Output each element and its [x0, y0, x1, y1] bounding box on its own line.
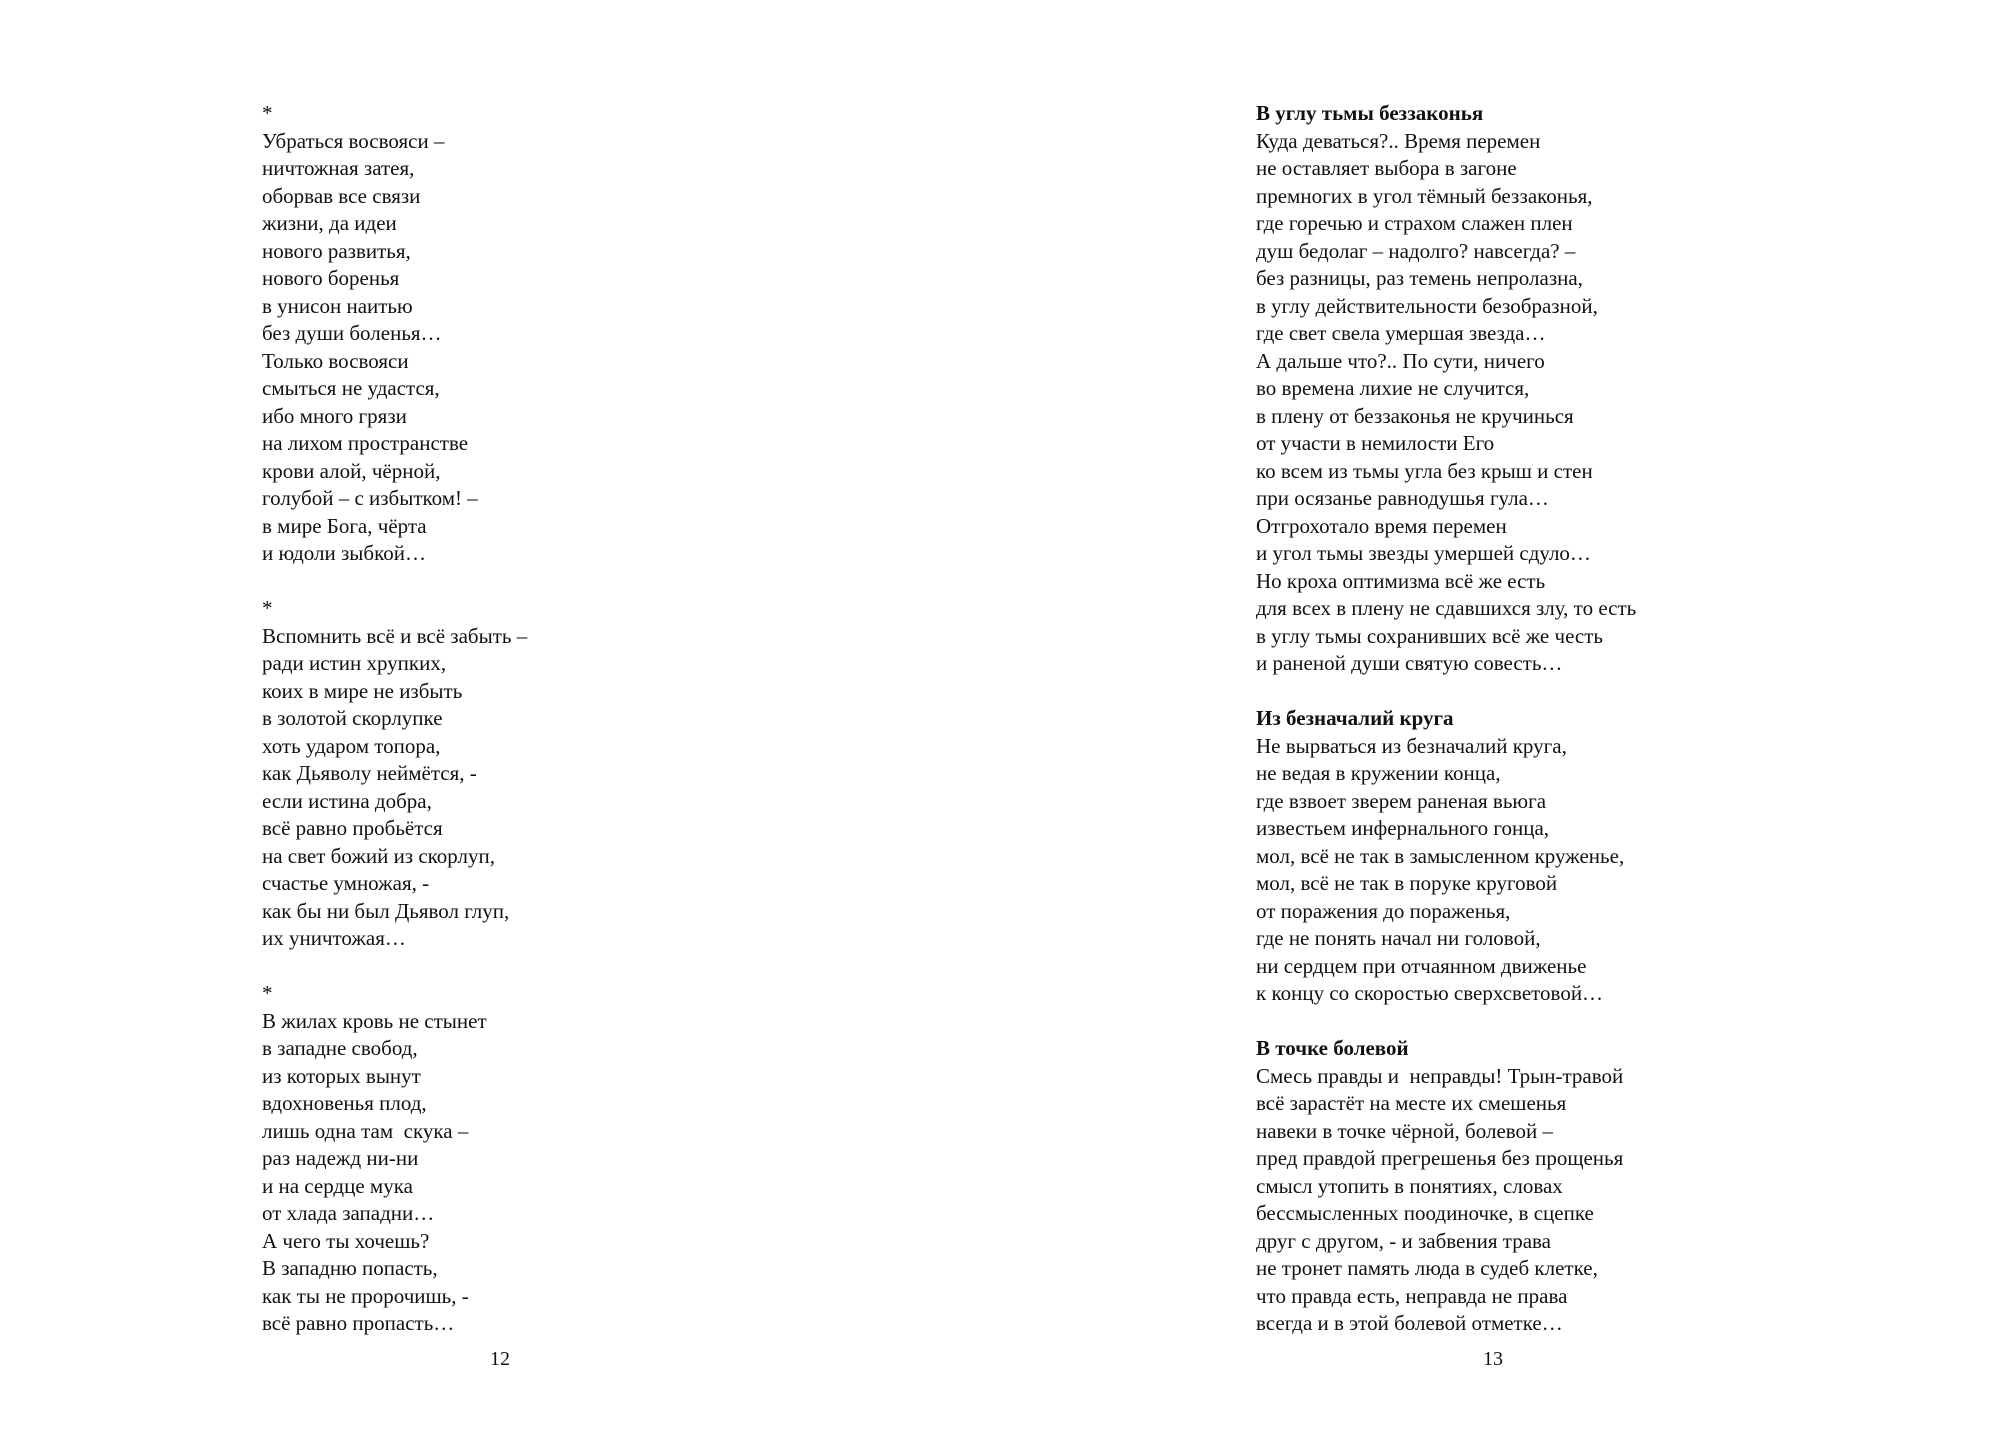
poem-line: от участи в немилости Его — [1256, 431, 1495, 455]
poem-line: бессмысленных поодиночке, в сцепке — [1256, 1201, 1594, 1225]
poem-line: и угол тьмы звезды умершей сдуло… — [1256, 541, 1591, 565]
poem-line: нового боренья — [262, 266, 400, 290]
poem-line: ради истин хрупких, — [262, 651, 447, 675]
poem-line: А чего ты хочешь? — [262, 1228, 430, 1253]
poem-line: ко всем из тьмы угла без крыш и стен — [1256, 458, 1593, 483]
poem-line: как бы ни был Дьявол глуп, — [262, 898, 510, 923]
poem-line: от поражения до пораженья, — [1256, 898, 1511, 923]
right-page — [994, 0, 1989, 1430]
poem-line: и раненой души святую совесть… — [1256, 651, 1563, 675]
poem-line: оборвав все связи — [262, 183, 421, 208]
poem-line: В жилах кровь не стынет — [262, 1008, 487, 1033]
poem-line: для всех в плену не сдавшихся злу, то есть — [1256, 596, 1637, 620]
poem-line: как Дьяволу неймётся, - — [262, 761, 477, 785]
poem-line: друг с другом, - и забвения трава — [1256, 1228, 1551, 1253]
poem-line: Только восвояси — [262, 348, 409, 373]
poem-line: навеки в точке чёрной, болевой – — [1256, 1118, 1554, 1143]
poem — [1256, 1035, 1856, 1338]
poem-line: премногих в угол тёмный беззаконья, — [1256, 183, 1593, 208]
poem-line: не ведая в кружении конца, — [1256, 761, 1501, 785]
poem-line: жизни, да идеи — [262, 211, 397, 235]
poem-line: лишь одна там скука – — [262, 1118, 469, 1143]
poem-title: В точке болевой — [1256, 1036, 1409, 1060]
poem-line: не тронет память люда в судеб клетке, — [1256, 1256, 1598, 1280]
poem-line: Убраться восвояси – — [262, 128, 445, 153]
poem-line: ничтожная затея, — [262, 156, 415, 180]
poem-line: без души боленья… — [262, 321, 442, 345]
poem-line: всё зарастёт на месте их смешенья — [1256, 1091, 1567, 1115]
poem-line: в плену от беззаконья не кручинься — [1256, 403, 1574, 428]
poem-line: ибо много грязи — [262, 403, 407, 428]
poem-line: во времена лихие не случится, — [1256, 376, 1530, 400]
poem-line: пред правдой прегрешенья без прощенья — [1256, 1146, 1624, 1170]
poem-line: Но кроха оптимизма всё же есть — [1256, 568, 1546, 593]
poem-line: ни сердцем при отчаянном движенье — [1256, 953, 1587, 978]
poem-line: Не вырваться из безначалий круга, — [1256, 733, 1567, 758]
poem-line: вдохновенья плод, — [262, 1091, 427, 1115]
poem-line: голубой – с избытком! – — [262, 486, 478, 510]
poem — [1256, 705, 1856, 1008]
right-page-text — [1256, 100, 1856, 1338]
poem-line: в унисон наитью — [262, 293, 413, 318]
poem-line: всегда и в этой болевой отметке… — [1256, 1311, 1563, 1335]
poem-separator: * — [262, 101, 273, 125]
poem-line: смыться не удастся, — [262, 376, 440, 400]
poem-line: где горечью и страхом слажен плен — [1256, 211, 1573, 235]
poem-line: Вспомнить всё и всё забыть – — [262, 623, 528, 648]
poem-line: к концу со скоростью сверхсветовой… — [1256, 981, 1604, 1005]
poem-line: мол, всё не так в поруке круговой — [1256, 871, 1558, 895]
poem — [262, 980, 782, 1338]
poem-line: из которых вынут — [262, 1063, 421, 1088]
poem — [1256, 100, 1856, 678]
poem-line: без разницы, раз темень непролазна, — [1256, 266, 1583, 290]
poem-line: где не понять начал ни головой, — [1256, 926, 1541, 950]
left-page — [0, 0, 994, 1430]
poem-line: что правда есть, неправда не права — [1256, 1283, 1568, 1308]
poem-line: их уничтожая… — [262, 926, 406, 950]
poem-line: известьем инфернального гонца, — [1256, 816, 1550, 840]
poem-line: В западню попасть, — [262, 1256, 438, 1280]
poem-line: счастье умножая, - — [262, 871, 430, 895]
poem-line: хоть ударом топора, — [262, 733, 441, 758]
page-number: 13 — [1483, 1348, 1503, 1370]
poem — [262, 595, 782, 953]
poem-separator: * — [262, 981, 273, 1005]
poem-line: от хлада западни… — [262, 1201, 435, 1225]
poem-line: нового развитья, — [262, 238, 411, 263]
poem-line: всё равно пробьётся — [262, 816, 443, 840]
poem-line: смысл утопить в понятиях, словах — [1256, 1173, 1563, 1198]
poem-line: как ты не пророчишь, - — [262, 1283, 469, 1308]
poem-line: в углу тьмы сохранивших всё же честь — [1256, 623, 1603, 648]
poem-line: где свет свела умершая звезда… — [1256, 321, 1546, 345]
poem-line: в золотой скорлупке — [262, 706, 443, 730]
poem-line: Отгрохотало время перемен — [1256, 513, 1507, 538]
poem-line: всё равно пропасть… — [262, 1311, 455, 1335]
poem-line: где взвоет зверем раненая вьюга — [1256, 788, 1547, 813]
poem-line: не оставляет выбора в загоне — [1256, 156, 1517, 180]
poem-line: крови алой, чёрной, — [262, 458, 441, 483]
poem-title: В углу тьмы беззаконья — [1256, 101, 1484, 125]
poem-line: если истина добра, — [262, 788, 432, 813]
poem-line: в углу действительности безобразной, — [1256, 293, 1598, 318]
poem — [262, 100, 782, 568]
poem-line: при осязанье равнодушья гула… — [1256, 486, 1549, 510]
poem-separator: * — [262, 596, 273, 620]
page-number: 12 — [490, 1348, 510, 1370]
poem-line: на лихом пространстве — [262, 431, 469, 455]
poem-line: Куда деваться?.. Время перемен — [1256, 128, 1541, 153]
poem-title: Из безначалий круга — [1256, 706, 1454, 730]
poem-line: душ бедолаг – надолго? навсегда? – — [1256, 238, 1576, 263]
left-page-text — [262, 100, 782, 1338]
poem-line: А дальше что?.. По сути, ничего — [1256, 348, 1545, 373]
poem-line: и юдоли зыбкой… — [262, 541, 426, 565]
poem-line: Смесь правды и неправды! Трын-травой — [1256, 1063, 1624, 1088]
poem-line: в западне свобод, — [262, 1036, 418, 1060]
poem-line: и на сердце мука — [262, 1173, 413, 1198]
poem-line: коих в мире не избыть — [262, 678, 463, 703]
poem-line: мол, всё не так в замысленном круженье, — [1256, 843, 1625, 868]
poem-line: на свет божий из скорлуп, — [262, 843, 495, 868]
poem-line: раз надежд ни-ни — [262, 1146, 419, 1170]
poem-line: в мире Бога, чёрта — [262, 513, 427, 538]
